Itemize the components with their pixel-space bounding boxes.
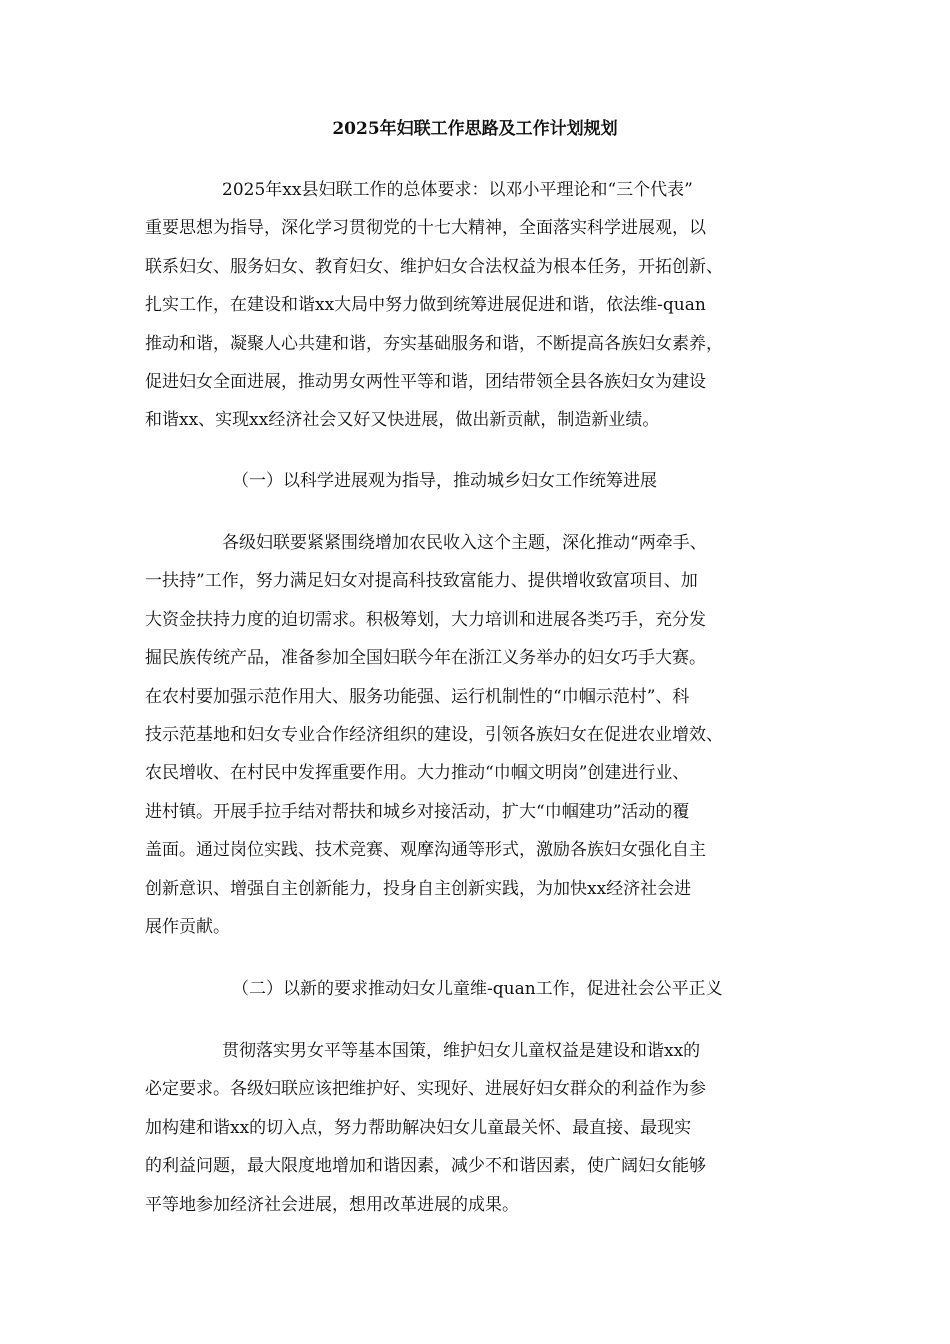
paragraph-3-line-4: 的利益问题，最大限度地增加和谐因素，减少不和谐因素，使广阔妇女能够 xyxy=(145,1156,706,1176)
paragraph-2-line-6: 技示范基地和妇女专业合作经济组织的建设，引领各族妇女在促进农业增效、 xyxy=(145,725,723,745)
paragraph-2-line-5: 在农村要加强示范作用大、服务功能强、运行机制性的“巾帼示范村”、科 xyxy=(145,687,690,707)
paragraph-3-line-2: 必定要求。各级妇联应该把维护好、实现好、进展好妇女群众的利益作为参 xyxy=(145,1079,706,1099)
paragraph-2-line-3: 大资金扶持力度的迫切需求。积极筹划，大力培训和进展各类巧手，充分发 xyxy=(145,610,706,630)
paragraph-3-line-3: 加构建和谐xx的切入点，努力帮助解决妇女儿童最关怀、最直接、最现实 xyxy=(145,1118,692,1138)
paragraph-1-line-2: 重要思想为指导，深化学习贯彻党的十七大精神，全面落实科学进展观，以 xyxy=(145,218,706,238)
paragraph-2-line-2: 一扶持”工作，努力满足妇女对提高科技致富能力、提供增收致富项目、加 xyxy=(145,571,698,591)
paragraph-2-line-8: 进村镇。开展手拉手结对帮扶和城乡对接活动，扩大“巾帼建功”活动的覆 xyxy=(145,802,690,822)
paragraph-1-line-7: 和谐xx、实现xx经济社会又好又快进展，做出新贡献，制造新业绩。 xyxy=(145,410,660,430)
paragraph-3-line-1: 贯彻落实男女平等基本国策，维护妇女儿童权益是建设和谐xx的 xyxy=(222,1041,701,1061)
paragraph-3-line-5: 平等地参加经济社会进展，想用改革进展的成果。 xyxy=(145,1195,519,1215)
paragraph-2-line-10: 创新意识、增强自主创新能力，投身自主创新实践，为加快xx经济社会进 xyxy=(145,879,692,899)
section-heading-1: （一）以科学进展观为指导，推动城乡妇女工作统筹进展 xyxy=(232,471,657,491)
paragraph-1-line-1: 2025年xx县妇联工作的总体要求：以邓小平理论和“三个代表” xyxy=(222,180,693,200)
paragraph-2-line-11: 展作贡献。 xyxy=(145,917,230,937)
paragraph-2-line-4: 掘民族传统产品，准备参加全国妇联今年在浙江义务举办的妇女巧手大赛。 xyxy=(145,648,706,668)
paragraph-2-line-1: 各级妇联要紧紧围绕增加农民收入这个主题，深化推动“两牵手、 xyxy=(222,533,707,553)
paragraph-2-line-9: 盖面。通过岗位实践、技术竞赛、观摩沟通等形式，激励各族妇女强化自主 xyxy=(145,840,706,860)
document-title: 2025年妇联工作思路及工作计划规划 xyxy=(332,119,618,139)
paragraph-1-line-3: 联系妇女、服务妇女、教育妇女、维护妇女合法权益为根本任务，开拓创新、 xyxy=(145,257,723,277)
paragraph-1-line-4: 扎实工作，在建设和谐xx大局中努力做到统筹进展促进和谐，依法维-quan xyxy=(145,295,706,315)
section-heading-2: （二）以新的要求推动妇女儿童维-quan工作，促进社会公平正义 xyxy=(232,979,723,999)
paragraph-1-line-5: 推动和谐，凝聚人心共建和谐，夯实基础服务和谐，不断提高各族妇女素养， xyxy=(145,334,723,354)
paragraph-1-line-6: 促进妇女全面进展，推动男女两性平等和谐，团结带领全县各族妇女为建设 xyxy=(145,372,706,392)
paragraph-2-line-7: 农民增收、在村民中发挥重要作用。大力推动“巾帼文明岗”创建进行业、 xyxy=(145,763,690,783)
